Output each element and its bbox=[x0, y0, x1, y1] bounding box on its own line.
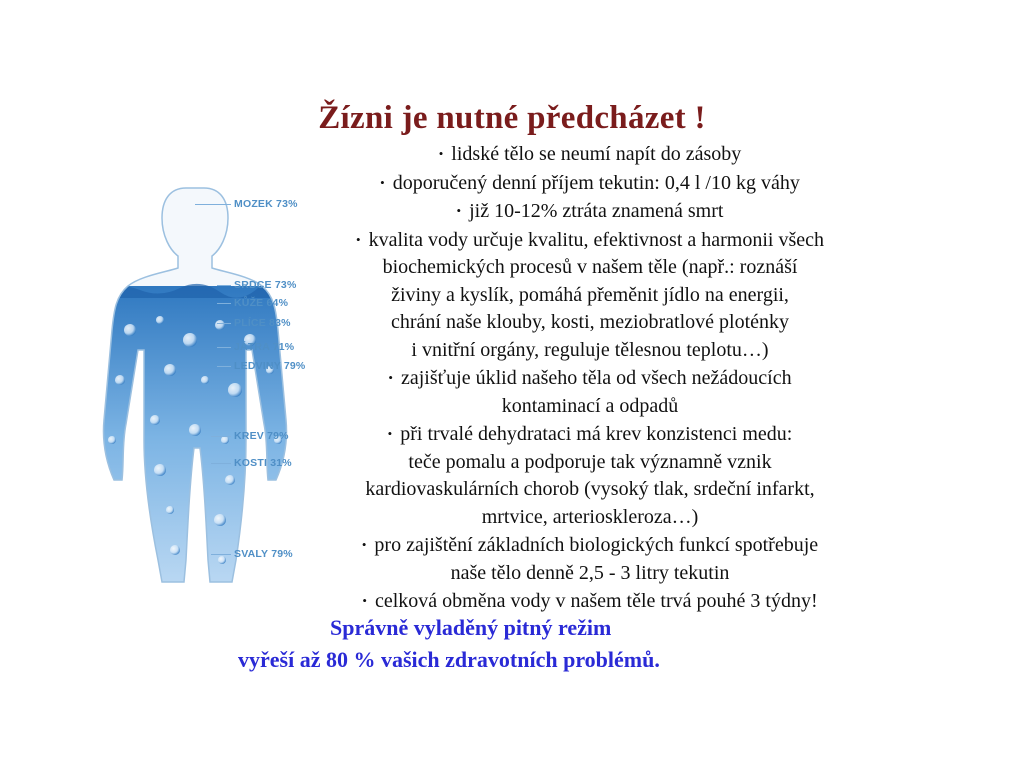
organ-label-muscles: SVALY 79% bbox=[234, 548, 293, 560]
bullet-list bbox=[270, 140, 910, 616]
bullet-icon: • bbox=[387, 426, 393, 441]
footer-message bbox=[0, 612, 1024, 676]
bullet-item: • celková obměna vody v našem těle trvá pouhé 3 týdny! bbox=[362, 590, 818, 612]
bullet-icon: • bbox=[456, 203, 462, 218]
bullet-icon: • bbox=[362, 593, 367, 608]
organ-label-skin: KŮŽE 64% bbox=[234, 297, 288, 309]
bullet-icon: • bbox=[388, 370, 393, 385]
bullet-item: • pro zajištění základních biologických funkcí spotřebuje naše tělo denně 2,5 - 3 litry tekutin bbox=[361, 534, 819, 584]
footer-line-1: Správně vyladěný pitný režim bbox=[330, 615, 612, 640]
organ-label-heart: SRDCE 73% bbox=[234, 279, 297, 291]
organ-label-liver: JÁTRA 71% bbox=[234, 341, 294, 353]
bullet-icon: • bbox=[380, 174, 385, 190]
organ-label-kidneys: LEDVINY 79% bbox=[234, 360, 305, 372]
organ-label-brain: MOZEK 73% bbox=[234, 198, 298, 210]
bullet-item: • při trvalé dehydrataci má krev konzistenci medu: teče pomalu a podporuje tak významně vznik kardiovaskulárních chorob (vysoký tlak, srdeční infarkt, mrtvice, arterioskleroza…) bbox=[365, 423, 815, 528]
bullet-item: • kvalita vody určuje kvalitu, efektivnost a harmonii všech biochemických procesů v našem těle (např.: roznáší živiny a kyslík, pomáhá přeměnit jídlo na energii, chrání naše klouby, kosti, meziobratlové ploténky i vnitřní orgány, reguluje tělesnou teplotu…) bbox=[356, 228, 824, 361]
organ-label-bones: KOSTI 31% bbox=[234, 457, 292, 469]
organ-label-blood: KREV 79% bbox=[234, 430, 289, 442]
bullet-item: • lidské tělo se neumí napít do zásoby bbox=[438, 143, 742, 165]
bullet-icon: • bbox=[438, 146, 444, 161]
bullet-item: • doporučený denní příjem tekutin: 0,4 l /10 kg váhy bbox=[380, 171, 800, 194]
bullet-icon: • bbox=[356, 231, 361, 247]
bullet-icon: • bbox=[361, 537, 367, 552]
bullet-item: • zajišťuje úklid našeho těla od všech nežádoucích kontaminací a odpadů bbox=[388, 367, 792, 417]
bullet-item: • již 10-12% ztráta znamená smrt bbox=[456, 200, 724, 222]
slide-title-text: Žízni je nutné předcházet ! bbox=[318, 100, 706, 136]
footer-line-2: vyřeší až 80 % vašich zdravotních problémů. bbox=[238, 647, 660, 672]
organ-label-lungs: PLÍCE 83% bbox=[234, 317, 291, 329]
